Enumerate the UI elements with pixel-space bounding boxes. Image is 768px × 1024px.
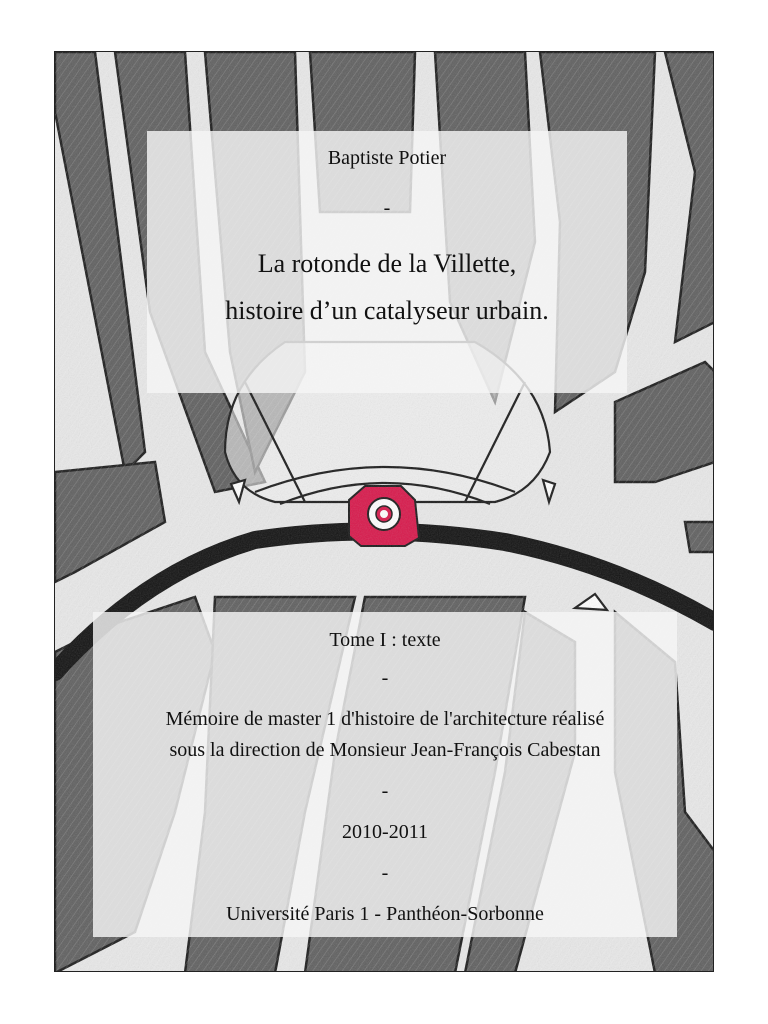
cover-frame bbox=[54, 51, 714, 972]
author-name: Baptiste Potier bbox=[327, 147, 447, 169]
separator-dash: - bbox=[381, 780, 389, 802]
separator-dash: - bbox=[381, 667, 389, 689]
separator-dash: - bbox=[383, 197, 391, 219]
description-line-1: Mémoire de master 1 d'histoire de l'architecture réalisé bbox=[165, 708, 605, 730]
title-line-2: histoire d’un catalyseur urbain. bbox=[225, 296, 549, 325]
info-panel bbox=[93, 612, 677, 937]
tome-label: Tome I : texte bbox=[329, 629, 441, 651]
university-name: Université Paris 1 - Panthéon-Sorbonne bbox=[226, 903, 544, 925]
title-panel bbox=[147, 131, 627, 393]
separator-dash: - bbox=[381, 862, 389, 884]
academic-years: 2010-2011 bbox=[342, 821, 428, 843]
title-line-1: La rotonde de la Villette, bbox=[257, 249, 517, 278]
description-line-2: sous la direction de Monsieur Jean-François Cabestan bbox=[169, 739, 601, 761]
